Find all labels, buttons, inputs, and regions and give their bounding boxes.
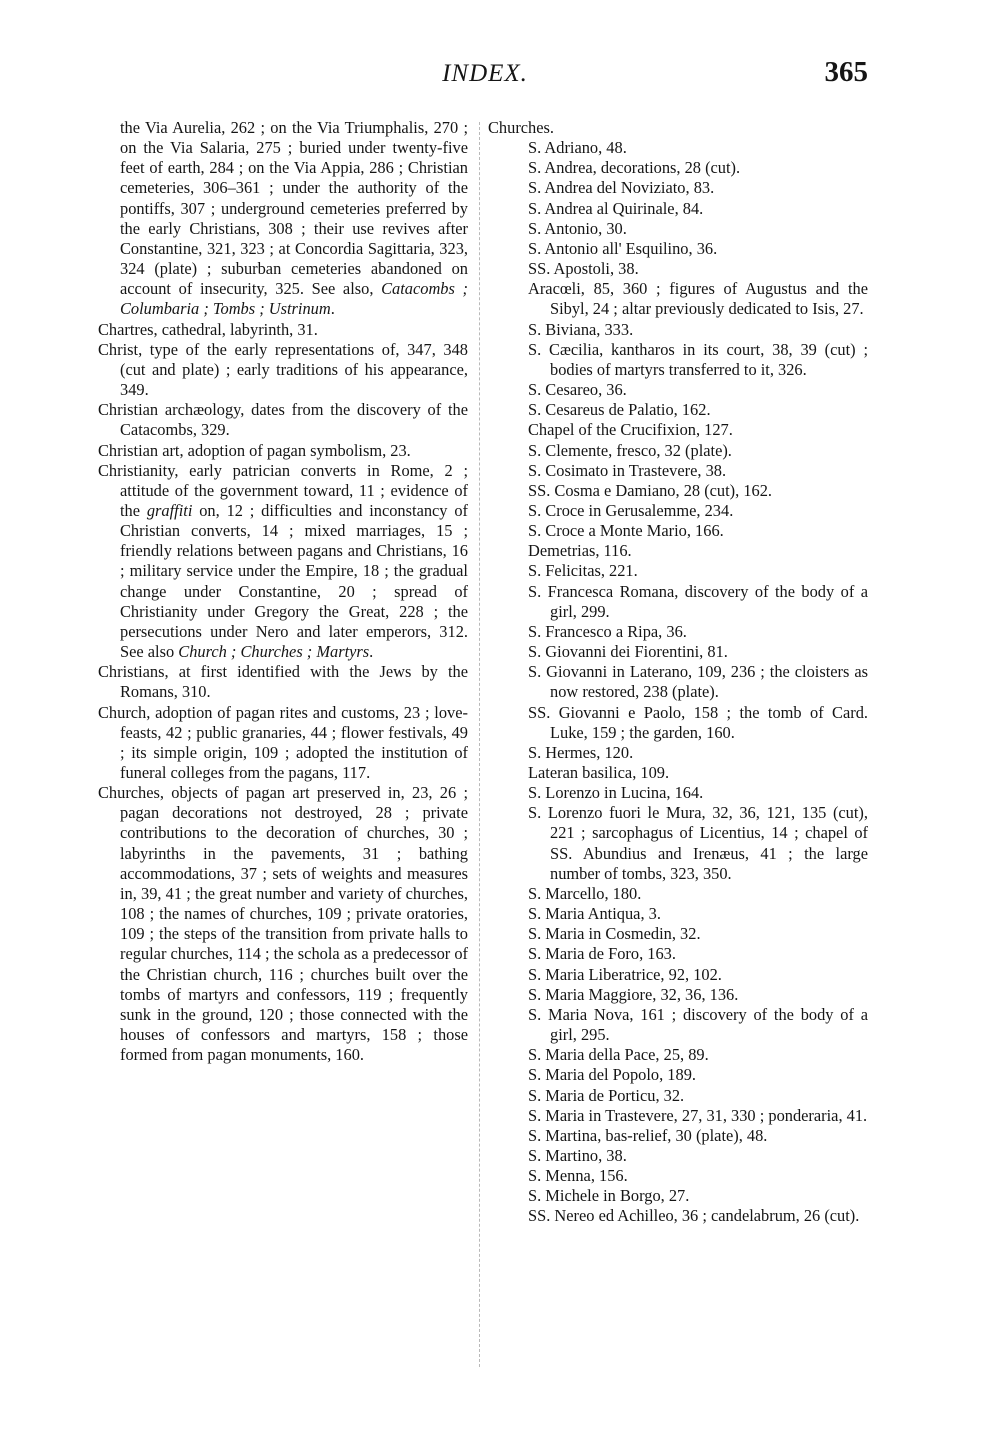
church-subentry: Aracœli, 85, 360 ; figures of Augustus and the Sibyl, 24 ; altar previously dedicated to Isis, 27. bbox=[528, 279, 868, 319]
church-subentry: S. Marcello, 180. bbox=[528, 883, 642, 903]
left-column bbox=[98, 118, 468, 1065]
church-subentry: S. Biviana, 333. bbox=[528, 319, 634, 339]
church-subentry: Chapel of the Crucifixion, 127. bbox=[528, 420, 733, 440]
church-subentry: S. Andrea del Noviziato, 83. bbox=[528, 178, 715, 198]
church-subentry: S. Menna, 156. bbox=[528, 1166, 628, 1186]
church-subentry: S. Martino, 38. bbox=[528, 1145, 627, 1165]
church-subentry: S. Antonio, 30. bbox=[528, 218, 627, 238]
church-subentry: S. Lorenzo fuori le Mura, 32, 36, 121, 135 (cut), 221 ; sarcophagus of Licentius, 14 ; chapel of SS. Abundius and Irenæus, 41 ; the large number of tombs, 323, 350. bbox=[528, 803, 868, 883]
church-subentry: S. Maria Maggiore, 32, 36, 136. bbox=[528, 984, 739, 1004]
right-column bbox=[488, 118, 868, 1227]
church-subentry: S. Croce in Gerusalemme, 234. bbox=[528, 500, 734, 520]
church-subentry: S. Giovanni dei Fiorentini, 81. bbox=[528, 642, 728, 662]
running-head-title: INDEX. bbox=[442, 60, 528, 87]
church-subentry: S. Cesareus de Palatio, 162. bbox=[528, 400, 711, 420]
church-subentry: S. Antonio all' Esquilino, 36. bbox=[528, 238, 718, 258]
church-subentry: S. Cæcilia, kantharos in its court, 38, 39 (cut) ; bodies of martyrs transferred to it, 326. bbox=[528, 339, 868, 379]
church-subentry: S. Maria del Popolo, 189. bbox=[528, 1065, 696, 1085]
index-entry-christianity: Christianity, early patrician converts in Rome, 2 ; attitude of the government toward, 11 ; evidence of the graffiti on, 12 ; difficulties and inconstancy of Christian converts, 14 ; mixed marriages, 15 ; friendly relations between pagans and Christians, 16 ; military service under the Empire, 18 ; the gradual change under Constantine, 20 ; spread of Christianity under Gregory the Great, 228 ; the persecutions under Nero and later emperors, 312. See also Church ; Churches ; Martyrs. bbox=[98, 460, 468, 662]
church-subentry: S. Michele in Borgo, 27. bbox=[528, 1186, 690, 1206]
church-subentry: S. Cesareo, 36. bbox=[528, 380, 627, 400]
index-entry-christ: Christ, type of the early representations of, 347, 348 (cut and plate) ; early traditions of his appearance, 349. bbox=[98, 339, 468, 400]
column-divider bbox=[479, 122, 480, 1367]
church-subentry: S. Maria Antiqua, 3. bbox=[528, 904, 661, 924]
index-entry-christians: Christians, at first identified with the Jews by the Romans, 310. bbox=[98, 662, 468, 702]
churches-heading: Churches. bbox=[488, 118, 555, 137]
church-subentry: S. Francesco a Ripa, 36. bbox=[528, 621, 687, 641]
church-subentry: S. Cosimato in Trastevere, 38. bbox=[528, 460, 727, 480]
church-subentry: S. Andrea, decorations, 28 (cut). bbox=[528, 158, 741, 178]
church-subentry: S. Francesca Romana, discovery of the body of a girl, 299. bbox=[528, 581, 868, 621]
church-subentry: S. Hermes, 120. bbox=[528, 742, 634, 762]
church-subentry: S. Maria de Foro, 163. bbox=[528, 944, 676, 964]
church-subentry: S. Maria de Porticu, 32. bbox=[528, 1085, 685, 1105]
churches-subentry-list bbox=[488, 138, 868, 1226]
index-entry-christian-archaeology: Christian archæology, dates from the discovery of the Catacombs, 329. bbox=[98, 400, 468, 440]
church-subentry: S. Clemente, fresco, 32 (plate). bbox=[528, 440, 732, 460]
church-subentry: Lateran basilica, 109. bbox=[528, 763, 670, 782]
church-subentry: S. Felicitas, 221. bbox=[528, 561, 638, 581]
church-subentry: S. Maria della Pace, 25, 89. bbox=[528, 1045, 709, 1065]
church-subentry: SS. Giovanni e Paolo, 158 ; the tomb of Card. Luke, 159 ; the garden, 160. bbox=[528, 702, 868, 742]
index-entry-churches: Churches, objects of pagan art preserved in, 23, 26 ; pagan decorations not destroyed, 28 ; private contributions to the decoration of churches, 30 ; labyrinths in the pavements, 31 ; bathing accommodations, 37 ; sets of weights and measures in, 39, 41 ; the great number and variety of churches, 108 ; the names of churches, 109 ; private oratories, 109 ; the steps of the transition from private halls to regular churches, 114 ; the schola as a predecessor of the Christian church, 116 ; churches built over the tombs of martyrs and confessors, 119 ; frequently sunk in the ground, 120 ; those connected with the houses of confessors and martyrs, 158 ; those formed from pagan monuments, 160. bbox=[98, 783, 469, 1065]
church-subentry: SS. Nereo ed Achilleo, 36 ; candelabrum, 26 (cut). bbox=[528, 1206, 860, 1226]
church-subentry: SS. Apostoli, 38. bbox=[528, 259, 639, 279]
church-subentry: S. Martina, bas-relief, 30 (plate), 48. bbox=[528, 1125, 768, 1145]
church-subentry: S. Maria in Trastevere, 27, 31, 330 ; ponderaria, 41. bbox=[528, 1105, 868, 1125]
church-subentry: S. Maria Liberatrice, 92, 102. bbox=[528, 964, 722, 984]
church-subentry: S. Lorenzo in Lucina, 164. bbox=[528, 783, 704, 803]
church-subentry: S. Maria Nova, 161 ; discovery of the body of a girl, 295. bbox=[528, 1004, 868, 1045]
index-entry-christian-art: Christian art, adoption of pagan symbolism, 23. bbox=[98, 440, 411, 460]
church-subentry: SS. Cosma e Damiano, 28 (cut), 162. bbox=[528, 480, 773, 500]
church-subentry: S. Adriano, 48. bbox=[528, 138, 627, 158]
church-subentry: S. Andrea al Quirinale, 84. bbox=[528, 198, 704, 218]
index-entry-continued: the Via Aurelia, 262 ; on the Via Triumphalis, 270 ; on the Via Salaria, 275 ; buried under twenty-five feet of earth, 284 ; on the Via Appia, 286 ; Christian cemeteries, 306–361 ; under the authority of the pontiffs, 307 ; underground cemeteries preferred by the early Christians, 308 ; their use revives after Constantine, 321, 323 ; at Concordia Sagittaria, 323, 324 (plate) ; suburban cemeteries abandoned on account of insecurity, 325. See also, Catacombs ; Columbaria ; Tombs ; Ustrinum. bbox=[120, 118, 468, 319]
church-subentry: S. Giovanni in Laterano, 109, 236 ; the cloisters as now restored, 238 (plate). bbox=[528, 662, 868, 702]
church-subentry: S. Maria in Cosmedin, 32. bbox=[528, 924, 701, 944]
index-entry-church: Church, adoption of pagan rites and customs, 23 ; love-feasts, 42 ; public granaries, 44 ; flower festivals, 49 ; its simple origin, 109 ; adopted the institution of funeral colleges from the pagans, 117. bbox=[98, 702, 468, 782]
church-subentry: Demetrias, 116. bbox=[528, 541, 632, 561]
page-number: 365 bbox=[824, 56, 868, 88]
index-entry-chartres: Chartres, cathedral, labyrinth, 31. bbox=[98, 319, 318, 339]
church-subentry: S. Croce a Monte Mario, 166. bbox=[528, 521, 724, 541]
